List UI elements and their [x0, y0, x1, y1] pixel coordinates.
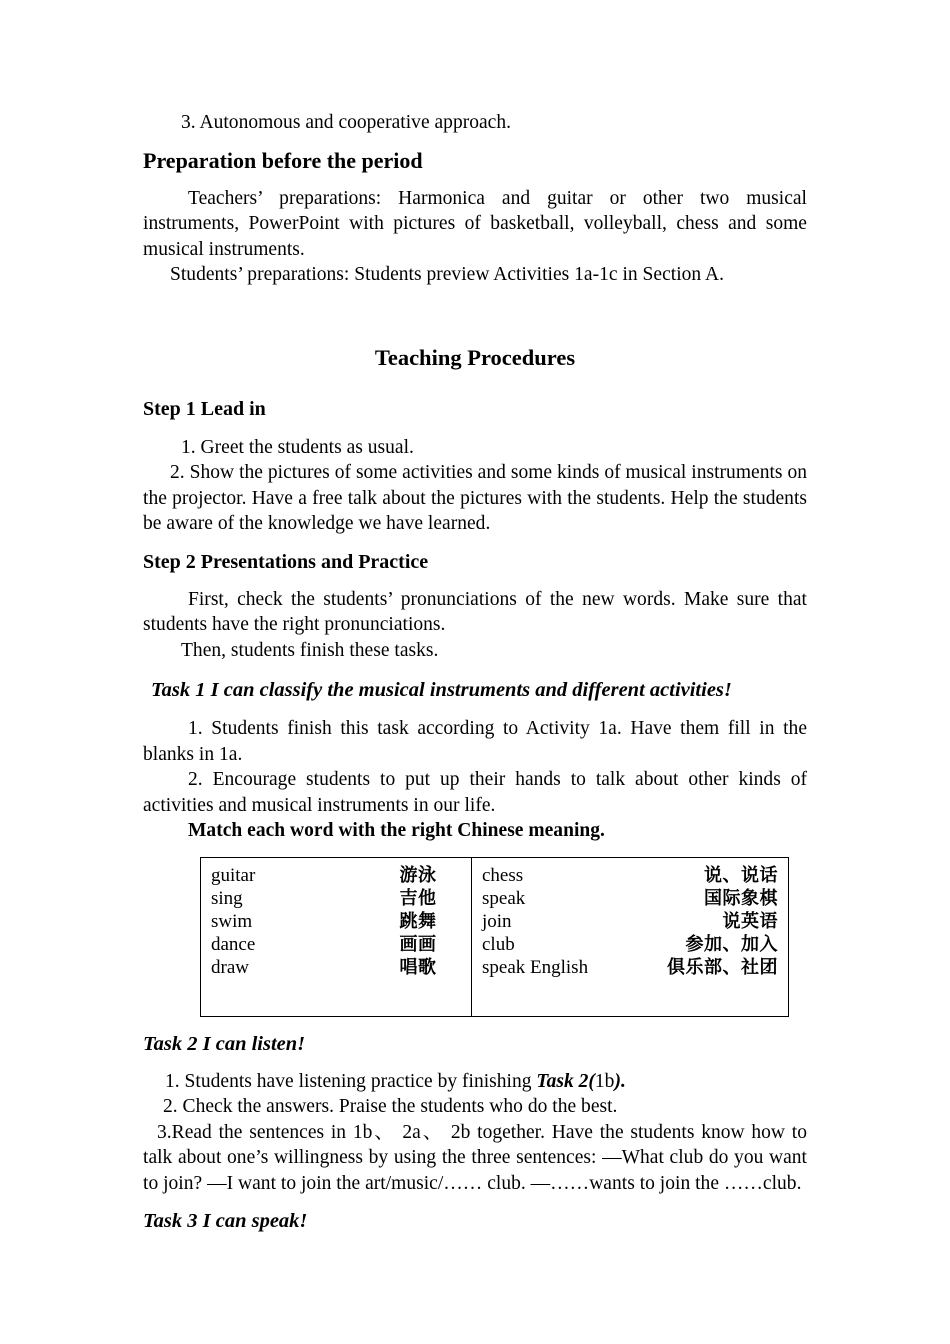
task2-item-2: 2. Check the answers. Praise the students who do the best. [163, 1096, 618, 1118]
word-zh: 国际象棋 [704, 887, 778, 909]
word-zh: 跳舞 [399, 910, 437, 932]
word-zh: 唱歌 [399, 957, 437, 979]
word-en: club [482, 934, 515, 956]
heading-task-1: Task 1 I can classify the musical instruments and different activities! [151, 679, 732, 701]
list-item [482, 864, 778, 887]
step2-paragraph-first: First, check the students’ pronunciations of the new words. Make sure that students have the right pronunciations. [143, 588, 807, 635]
spacer [143, 703, 807, 716]
task2-item-1-text: 1. Students have listening practice by finishing [165, 1070, 537, 1092]
spacer [143, 575, 807, 587]
word-zh: 俱乐部、社团 [667, 957, 778, 979]
word-zh: 参加、加入 [685, 934, 778, 956]
paragraph-teachers-preparations: Teachers’ preparations: Harmonica and guitar or other two musical instruments, PowerPoint with pictures of basketball, volleyball, chess and some musical instruments. [143, 187, 807, 260]
spacer [143, 663, 807, 677]
cell-bottom-space [482, 980, 778, 996]
list-item [211, 910, 461, 933]
step1-item-1: 1. Greet the students as usual. [181, 436, 414, 458]
task2-item-1-plain: 1b [594, 1070, 615, 1092]
task1-item-2: 2. Encourage students to put up their hands to talk about other kinds of activities and musical instruments in our life. [143, 769, 807, 816]
list-item [482, 887, 778, 910]
word-en: guitar [211, 864, 256, 886]
task2-item-1 [143, 1069, 807, 1095]
match-instruction: Match each word with the right Chinese meaning. [188, 820, 605, 841]
list-item [211, 956, 461, 979]
word-en: swim [211, 910, 253, 932]
spacer [143, 1196, 807, 1208]
spacer [143, 288, 807, 344]
word-en: sing [211, 887, 243, 909]
heading-task-2: Task 2 I can listen! [143, 1032, 306, 1055]
word-zh: 画画 [399, 934, 437, 956]
heading-task-3: Task 3 I can speak! [143, 1210, 308, 1233]
heading-preparation-before-period: Preparation before the period [143, 147, 423, 173]
paragraph-students-preparations: Students’ preparations: Students preview Activities 1a-1c in Section A. [170, 264, 724, 285]
task1-item-1: 1. Students finish this task according to Activity 1a. Have them fill in the blanks in 1a. [143, 718, 807, 765]
top-margin-spacer [143, 0, 807, 110]
heading-step-2-presentations-and-practice: Step 2 Presentations and Practice [143, 550, 429, 573]
task2-item-1-emphasis-a: Task 2( [536, 1070, 595, 1092]
list-item [482, 956, 778, 979]
spacer [143, 372, 807, 396]
step2-paragraph-then: Then, students finish these tasks. [181, 639, 439, 661]
list-item [211, 933, 461, 956]
heading-step-1-lead-in: Step 1 Lead in [143, 397, 266, 420]
task2-item-3: 3.Read the sentences in 1b、 2a、 2b together. Have the students know how to talk about one’s willingness by using the three sentences: —What club do you want to join? —I want to join the art/music/…… club. —……wants to join the ……club. [143, 1121, 807, 1194]
word-zh: 说、说话 [704, 864, 778, 886]
spacer [143, 175, 807, 186]
word-zh: 说英语 [722, 910, 778, 932]
table-cell-left [201, 857, 472, 1016]
spacer [143, 537, 807, 549]
word-zh: 吉他 [399, 887, 437, 909]
step1-item-2: 2. Show the pictures of some activities and some kinds of musical instruments on the projector. Have a free talk about the pictures with the students. Help the students be aware of the knowledge we have learned. [143, 462, 807, 534]
heading-teaching-procedures: Teaching Procedures [374, 344, 576, 370]
document-content [143, 0, 807, 1234]
list-item [211, 887, 461, 910]
table-row [201, 857, 789, 1016]
spacer [143, 1017, 807, 1031]
match-words-table [200, 857, 789, 1017]
word-en: join [482, 910, 512, 932]
task2-item-1-emphasis-b: ). [614, 1070, 626, 1092]
spacer [143, 422, 807, 435]
list-item [482, 933, 778, 956]
word-en: draw [211, 957, 249, 979]
spacer [143, 844, 807, 857]
spacer [143, 1057, 807, 1069]
word-en: speak English [482, 957, 589, 979]
list-item [211, 864, 461, 887]
approach-item-3: 3. Autonomous and cooperative approach. [181, 112, 512, 133]
list-item [482, 910, 778, 933]
word-en: dance [211, 934, 256, 956]
word-en: chess [482, 864, 524, 886]
match-table-wrapper [200, 857, 778, 1017]
spacer [143, 136, 807, 147]
cell-bottom-space [211, 980, 461, 996]
word-en: speak [482, 887, 526, 909]
table-cell-right [472, 857, 789, 1016]
word-zh: 游泳 [399, 864, 437, 886]
